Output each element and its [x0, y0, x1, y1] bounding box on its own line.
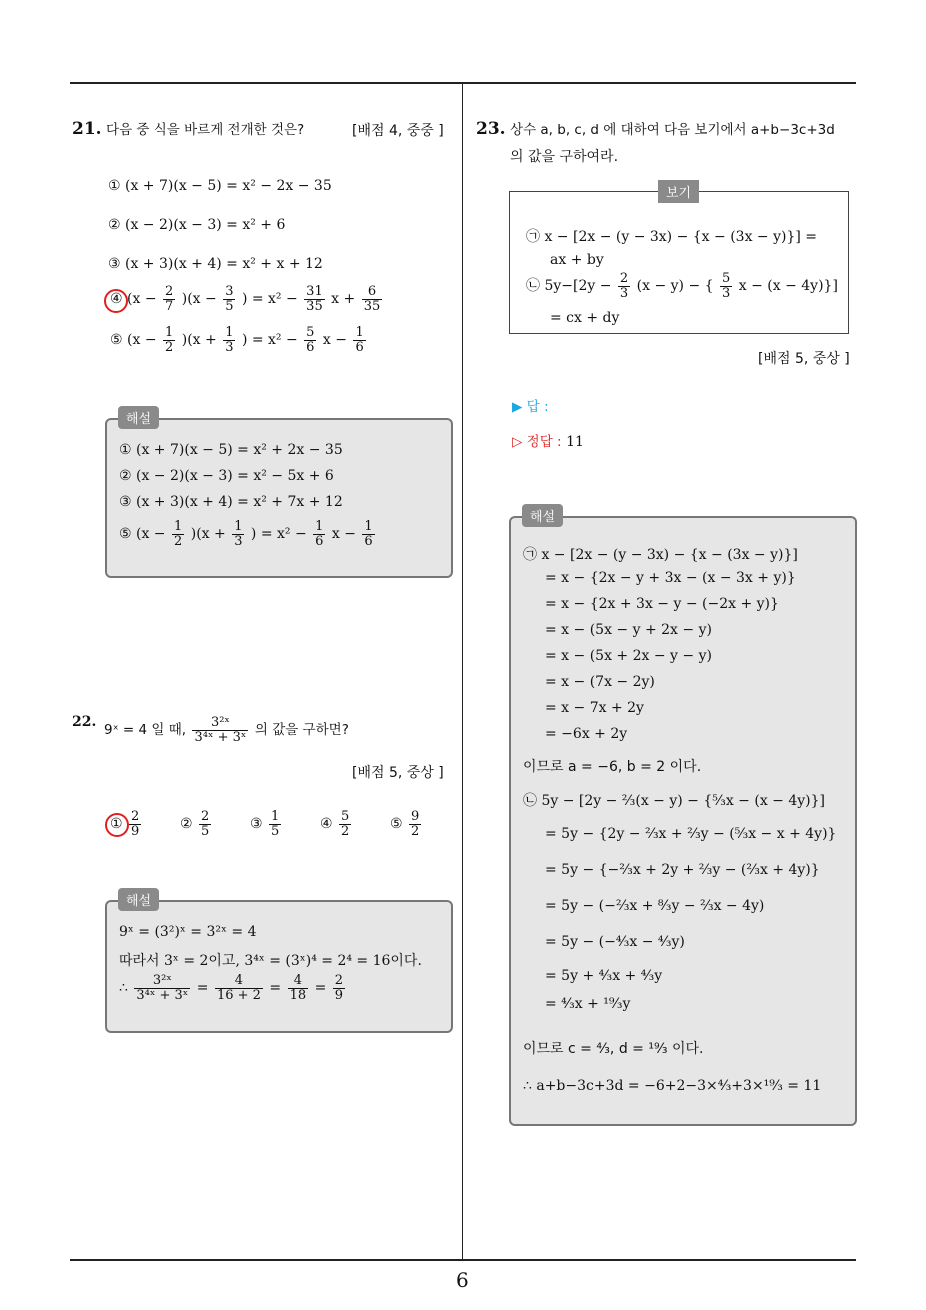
q21-opt4-part: (x − — [127, 291, 157, 308]
q23-sol2-line: = ⁴⁄₃x + ¹⁹⁄₃y — [545, 996, 631, 1012]
q23-bogi-line-1a: ㉠ x − [2x − (y − 3x) − {x − (3x − y)}] = — [526, 229, 818, 245]
q23-number: 23. — [476, 119, 506, 139]
q22-number: 22. — [72, 714, 97, 730]
q23-sol-line: = x − {2x + 3x − y − (−2x + y)} — [545, 596, 779, 612]
q22-option-5[interactable]: ⑤ $\frac{9}{2}$ — [390, 809, 420, 839]
q22-text-a: 9ˣ = 4 일 때, — [104, 722, 187, 739]
q23-sol-end-1: 이므로 c = ⁴⁄₃, d = ¹⁹⁄₃ 이다. — [523, 1041, 704, 1057]
q21-solution-box — [105, 418, 453, 578]
q23-text-2: 의 값을 구하여라. — [510, 149, 619, 165]
q21-option-4[interactable] — [110, 285, 384, 313]
q23-correct-label: ▷ 정답 : — [512, 434, 562, 450]
q22-text — [104, 716, 349, 744]
q22-sol-line-3: ∴ $\frac{\text{3²ˣ}}{\text{3⁴ˣ + 3ˣ}}$ = $\frac{4}{16 + 2}$ = $\frac{4}{18}$ = $\frac{2}{9}$ — [119, 973, 344, 1003]
q22-option-3[interactable]: ③ $\frac{1}{5}$ — [250, 809, 280, 839]
q23-header — [476, 118, 835, 139]
q21-sol-line-5: ⑤ (x − $\frac{1}{2}$ )(x + $\frac{1}{3}$ ) = x² − $\frac{1}{6}$ x − $\frac{1}{6}$ — [119, 519, 373, 549]
q22-text-b: 의 값을 구하면? — [254, 722, 349, 739]
q23-score: [배점 5, 중상 ] — [758, 351, 850, 367]
q21-opt4-frac3: $\frac{31}{35}$ — [306, 284, 323, 314]
q23-sol-line: = −6x + 2y — [545, 726, 628, 742]
q21-opt4-part: )(x − — [181, 291, 217, 308]
q21-opt5-frac1: $\frac{1}{2}$ — [165, 325, 174, 355]
q23-sol-line: = x − {2x − y + 3x − (x − 3x + y)} — [545, 570, 796, 586]
q23-bogi-line-1b: ax + by — [550, 252, 604, 268]
q21-opt5-frac3: $\frac{5}{6}$ — [306, 325, 315, 355]
q21-opt4-part: x + — [331, 291, 356, 308]
q21-sol-line-1: ① (x + 7)(x − 5) = x² + 2x − 35 — [119, 442, 343, 458]
q21-opt4-frac2: $\frac{3}{5}$ — [225, 284, 234, 314]
q21-score: [배점 4, 중중 ] — [352, 123, 444, 139]
q23-answer-label: ▶ 답 : — [512, 399, 549, 415]
q21-opt5-frac2: $\frac{1}{3}$ — [225, 325, 234, 355]
column-divider — [462, 82, 463, 1260]
q21-solution-tag: 해설 — [118, 406, 159, 429]
q23-solution-tag: 해설 — [522, 504, 563, 527]
q23-sol2-line: = 5y − {2y − ⅔x + ⅔y − (⁵⁄₃x − x + 4y)} — [545, 826, 837, 842]
q23-text-1: 상수 a, b, c, d 에 대하여 다음 보기에서 a+b−3c+3d — [510, 122, 835, 138]
q23-bogi-line-2a: ㉡ 5y−[2y − $\frac{2}{3}$ (x − y) − { $\frac{5}{3}$ x − (x − 4y)}] — [526, 271, 838, 301]
q23-sol-end-2: ∴ a+b−3c+3d = −6+2−3×⁴⁄₃+3×¹⁹⁄₃ = 11 — [523, 1078, 822, 1094]
q21-opt5-part: ) = x² − — [241, 332, 298, 349]
q21-sol-line-2: ② (x − 2)(x − 3) = x² − 5x + 6 — [119, 468, 334, 484]
q23-sol-line: = x − 7x + 2y — [545, 700, 644, 716]
q21-opt5-part: )(x + — [181, 332, 217, 349]
q21-header — [72, 118, 304, 139]
q23-bogi-line-2d: = cx + dy — [550, 310, 620, 326]
q22-option-4[interactable]: ④ $\frac{5}{2}$ — [320, 809, 350, 839]
q21-text: 다음 중 식을 바르게 전개한 것은? — [106, 122, 305, 138]
q22-sol-line-2: 따라서 3ˣ = 2이고, 3⁴ˣ = (3ˣ)⁴ = 2⁴ = 16이다. — [119, 953, 422, 969]
q22-option-2[interactable]: ② $\frac{2}{5}$ — [180, 809, 210, 839]
q23-sol-line: = x − (7x − 2y) — [545, 674, 655, 690]
page-number: 6 — [456, 1268, 469, 1292]
bottom-rule — [70, 1259, 856, 1261]
q21-opt4-frac4: $\frac{6}{35}$ — [363, 284, 381, 314]
q23-sol-line: = x − (5x − y + 2x − y) — [545, 622, 712, 638]
q23-sol2-line: = 5y + ⁴⁄₃x + ⁴⁄₃y — [545, 968, 663, 984]
q22-sol-line-1: 9ˣ = (3²)ˣ = 3²ˣ = 4 — [119, 924, 257, 940]
q23-sol-line: = x − (5x + 2x − y − y) — [545, 648, 712, 664]
q21-option-5[interactable] — [110, 326, 368, 354]
q23-bogi-box — [509, 191, 849, 334]
top-rule — [70, 82, 856, 84]
q23-sol-mid: 이므로 a = −6, b = 2 이다. — [523, 759, 702, 775]
q23-sol-line: ㉠ x − [2x − (y − 3x) − {x − (3x − y)}] — [523, 547, 798, 563]
q21-opt5-frac4: $\frac{1}{6}$ — [355, 325, 364, 355]
q21-number: 21. — [72, 119, 102, 139]
q21-opt5-part: (x − — [127, 332, 157, 349]
q23-sol2-line: = 5y − (−⅔x + ⁸⁄₃y − ⅔x − 4y) — [545, 898, 765, 914]
q21-opt5-mark: ⑤ — [110, 332, 123, 349]
q23-sol2-line: = 5y − (−⁴⁄₃x − ⁴⁄₃y) — [545, 934, 685, 950]
q22-solution-box — [105, 900, 453, 1033]
q23-correct — [512, 430, 584, 450]
q21-option-1[interactable]: ① (x + 7)(x − 5) = x² − 2x − 35 — [108, 178, 332, 194]
q21-opt4-mark: ④ — [110, 291, 123, 308]
q22-option-1[interactable]: ① $\frac{2}{9}$ — [110, 809, 140, 839]
q23-solution-box — [509, 516, 857, 1126]
q23-bogi-tag: 보기 — [658, 180, 699, 203]
q22-solution-tag: 해설 — [118, 888, 159, 911]
q22-expression: $\frac{\text{3²ˣ}}{\text{3⁴ˣ + 3ˣ}}$ — [194, 715, 247, 745]
q23-sol2-line: = 5y − {−⅔x + 2y + ⅔y − (⅔x + 4y)} — [545, 862, 820, 878]
q21-option-3[interactable]: ③ (x + 3)(x + 4) = x² + x + 12 — [108, 256, 323, 272]
q21-opt5-part: x − — [322, 332, 347, 349]
q21-opt4-part: ) = x² − — [241, 291, 298, 308]
q21-sol-line-3: ③ (x + 3)(x + 4) = x² + 7x + 12 — [119, 494, 343, 510]
q21-opt4-frac1: $\frac{2}{7}$ — [165, 284, 174, 314]
q23-correct-value: 11 — [566, 434, 584, 450]
q23-sol2-line: ㉡ 5y − [2y − ⅔(x − y) − {⁵⁄₃x − (x − 4y)}] — [523, 793, 825, 809]
q22-score: [배점 5, 중상 ] — [352, 765, 444, 781]
q21-option-2[interactable]: ② (x − 2)(x − 3) = x² + 6 — [108, 217, 286, 233]
